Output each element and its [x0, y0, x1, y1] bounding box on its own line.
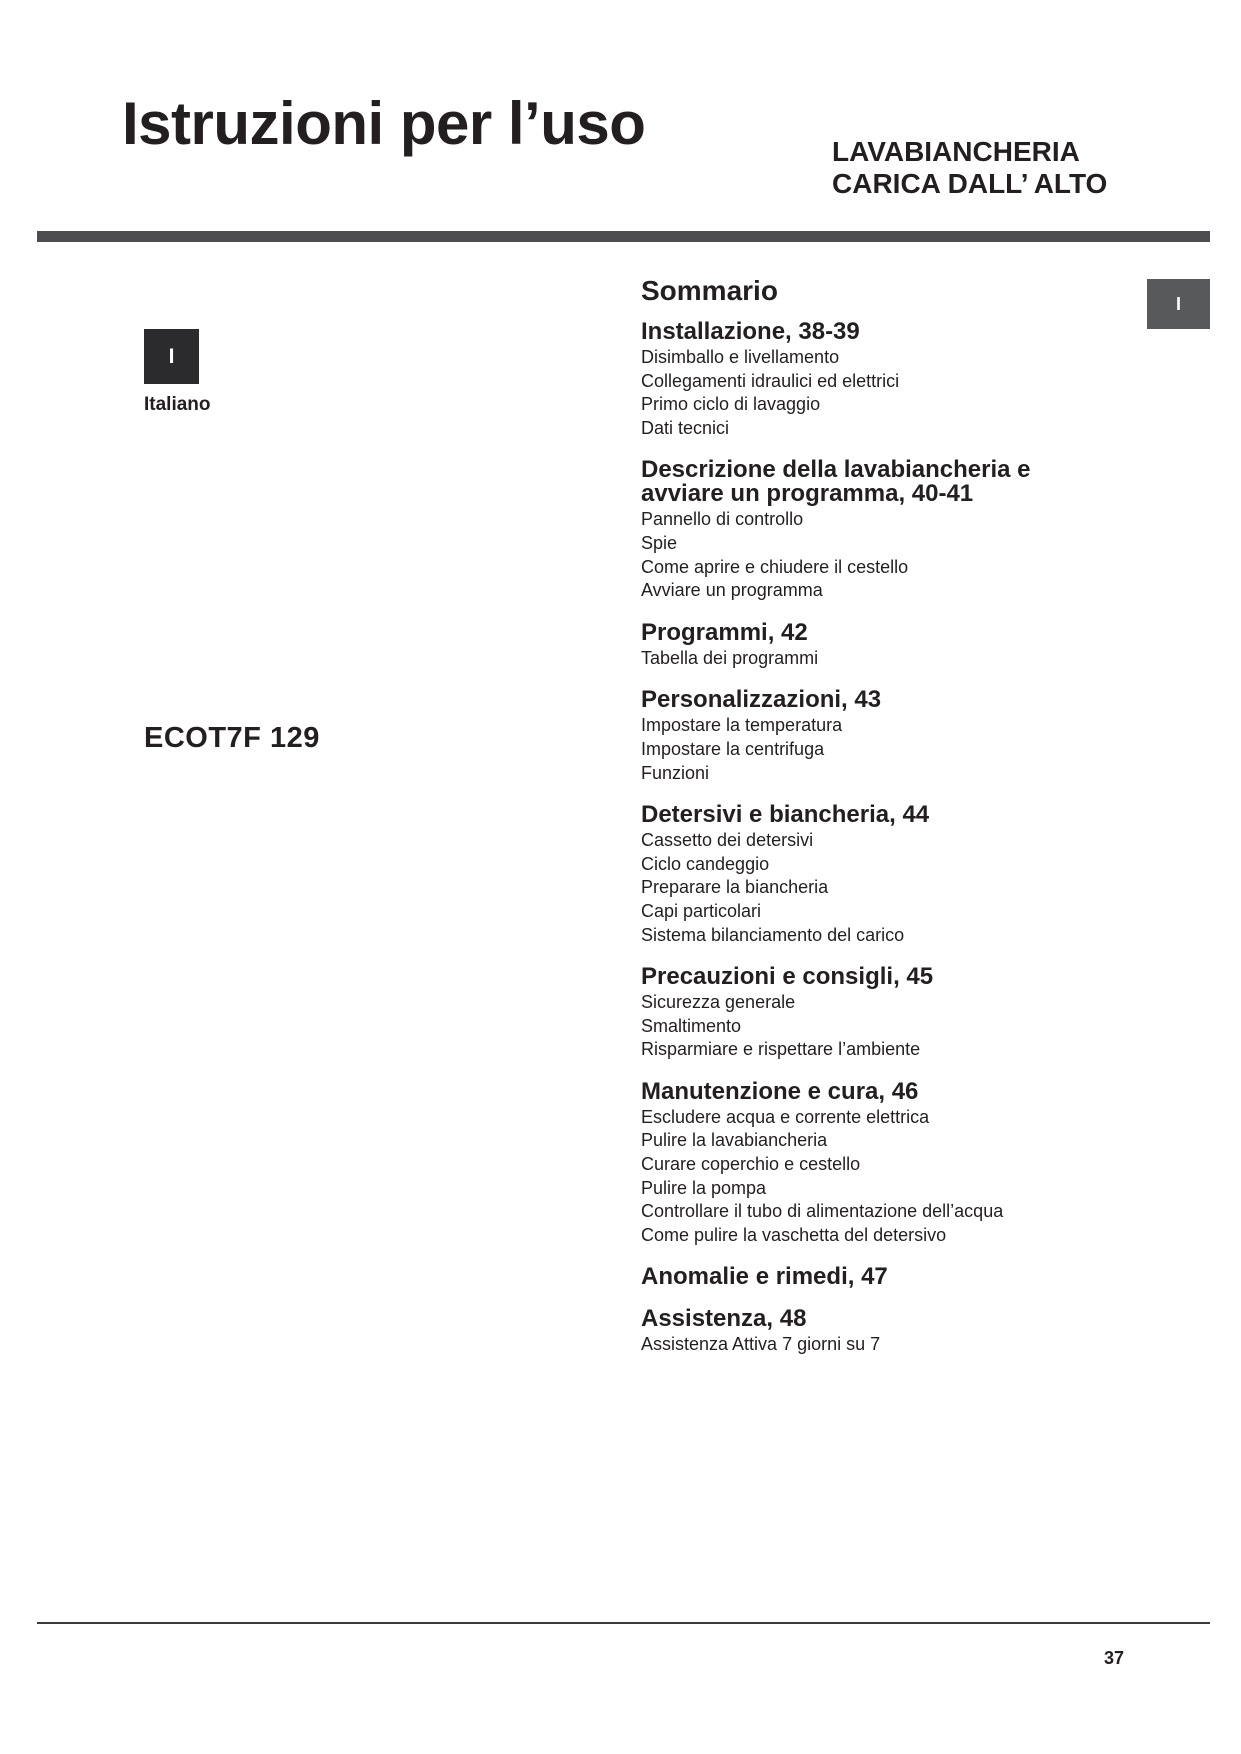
toc-item: Avviare un programma [641, 580, 823, 601]
footer-divider [37, 1622, 1210, 1624]
toc-item: Preparare la biancheria [641, 877, 829, 898]
product-type-line-2: CARICA DALL’ ALTO [832, 168, 1108, 199]
toc-item: Dati tecnici [641, 417, 730, 438]
toc-item: Controllare il tubo di alimentazione dell’acqua [641, 1201, 1004, 1222]
language-badge: I [144, 329, 199, 384]
toc-section-title: Manutenzione e cura, 46 [641, 1077, 919, 1105]
toc-section-title: Descrizione della lavabiancheria e avviare un programma, 40-41 [641, 456, 1031, 508]
toc-item: Capi particolari [641, 900, 762, 921]
toc-section-title: Precauzioni e consigli, 45 [641, 963, 934, 991]
page-number: 37 [1104, 1648, 1125, 1668]
toc-section-installazione [641, 320, 1161, 440]
toc-item: Ciclo candeggio [641, 853, 770, 874]
toc-item: Pulire la pompa [641, 1177, 767, 1198]
toc-item: Curare coperchio e cestello [641, 1154, 861, 1175]
toc-item: Funzioni [641, 762, 710, 783]
toc-section-personalizzazioni [641, 688, 1161, 785]
toc-item: Collegamenti idraulici ed elettrici [641, 370, 900, 391]
toc-item: Risparmiare e rispettare l’ambiente [641, 1039, 921, 1060]
toc-item: Disimballo e livellamento [641, 347, 840, 367]
toc-item: Pannello di controllo [641, 509, 804, 530]
toc-section-precauzioni [641, 965, 1161, 1062]
toc-section-manutenzione [641, 1077, 1161, 1248]
toc-item: Sistema bilanciamento del carico [641, 924, 905, 945]
toc-item: Primo ciclo di lavaggio [641, 394, 821, 415]
toc-item: Smaltimento [641, 1015, 742, 1036]
document-title: Istruzioni per l’uso [122, 90, 646, 157]
toc-item: Sicurezza generale [641, 992, 796, 1013]
toc-section-title: Assistenza, 48 [641, 1305, 807, 1333]
product-type-line-1: LAVABIANCHERIA [832, 136, 1080, 167]
toc-section-title: Anomalie e rimedi, 47 [641, 1263, 888, 1291]
toc-item: Come aprire e chiudere il cestello [641, 556, 909, 577]
toc-item: Spie [641, 532, 678, 553]
toc-item: Tabella dei programmi [641, 647, 819, 668]
toc-item: Escludere acqua e corrente elettrica [641, 1106, 930, 1127]
toc-item: Impostare la centrifuga [641, 738, 825, 759]
toc-item: Come pulire la vaschetta del detersivo [641, 1224, 947, 1245]
toc-section-title: Programmi, 42 [641, 618, 808, 646]
toc-section-title: Personalizzazioni, 43 [641, 686, 882, 714]
toc-section-title: Installazione, 38-39 [641, 318, 860, 345]
toc-item: Pulire la lavabiancheria [641, 1130, 828, 1151]
product-type [832, 136, 1107, 200]
model-name: ECOT7F 129 [144, 722, 320, 754]
toc-heading: Sommario [641, 275, 778, 306]
toc-item: Cassetto dei detersivi [641, 830, 814, 851]
language-side-tab: I [1147, 279, 1210, 329]
toc-section-title: Detersivi e biancheria, 44 [641, 801, 930, 829]
header-divider [37, 231, 1210, 242]
toc-section-programmi [641, 618, 1161, 671]
toc-section-anomalie [641, 1265, 1161, 1289]
toc-section-detersivi [641, 803, 1161, 947]
table-of-contents [641, 274, 1161, 1375]
toc-item: Impostare la temperatura [641, 715, 843, 736]
toc-item: Assistenza Attiva 7 giorni su 7 [641, 1334, 881, 1355]
toc-section-descrizione [641, 458, 1161, 602]
toc-section-assistenza [641, 1307, 1161, 1357]
language-label: Italiano [144, 394, 211, 415]
